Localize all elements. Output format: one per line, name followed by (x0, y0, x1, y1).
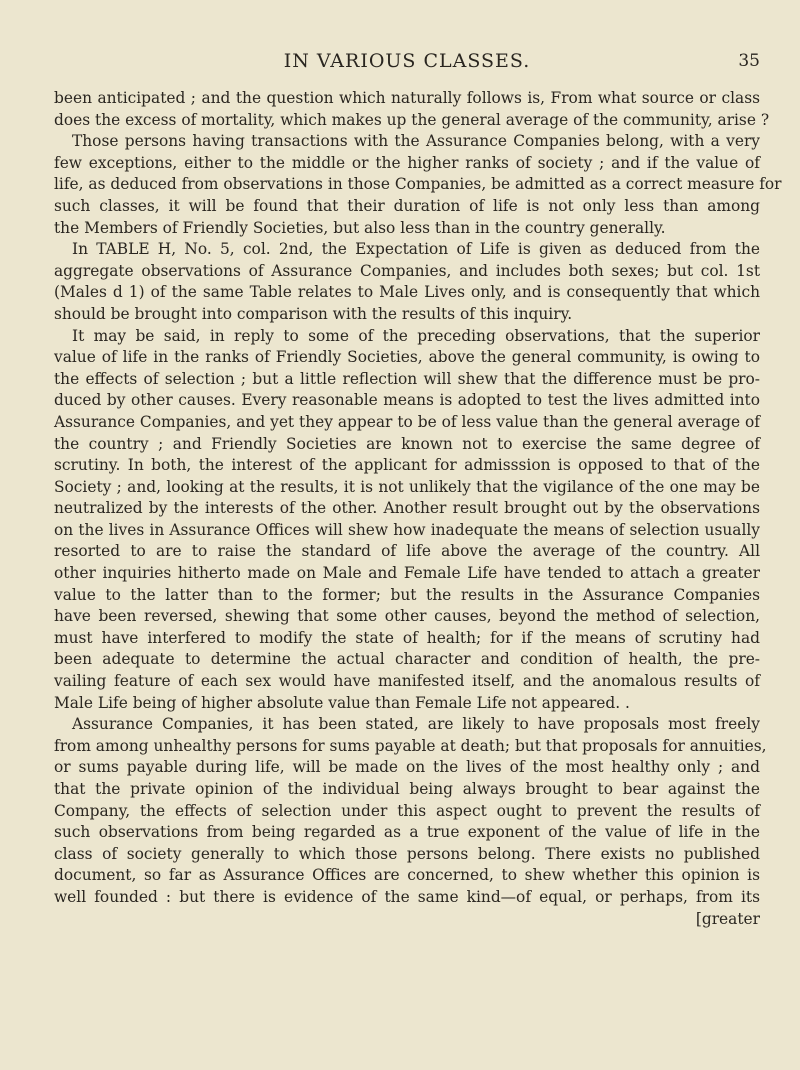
text-line: Assurance Companies, it has been stated, are likely to have proposals most freely (72, 715, 760, 734)
text-line: must have interfered to modify the state of health; for if the means of scrutiny had (54, 628, 760, 647)
text-line: been anticipated ; and the question which naturally follows is, From what source or class (54, 89, 760, 107)
text-line: or sums payable during life, will be made on the lives of the most healthy only ; and (54, 758, 760, 777)
text-line: vailing feature of each sex would have manifested itself, and the anomalous results of (54, 672, 760, 691)
text-line: such classes, it will be found that their duration of life is not only less than among (54, 196, 760, 215)
text-line: does the excess of mortality, which makes up the general average of the community, arise ? (54, 110, 770, 129)
text-line: Company, the effects of selection under this aspect ought to prevent the results of (54, 801, 760, 820)
text-line: Society ; and, looking at the results, it is not unlikely that the vigilance of the one may be (54, 477, 760, 496)
text-line: on the lives in Assurance Offices will shew how inadequate the means of selection usually (54, 520, 760, 539)
text-line: Male Life being of higher absolute value than Female Life not appeared. . (54, 693, 630, 712)
text-line: that the private opinion of the individual being always brought to bear against the (54, 780, 760, 798)
text-line: document, so far as Assurance Offices are concerned, to shew whether this opinion is (54, 866, 760, 885)
page-number: 35 (738, 51, 760, 71)
text-line: It may be said, in reply to some of the preceding observations, that the superior (72, 326, 760, 345)
text-line: have been reversed, shewing that some other causes, beyond the method of selection, (54, 607, 760, 626)
text-line: such observations from being regarded as a true exponent of the value of life in the (54, 823, 760, 842)
text-line: resorted to are to raise the standard of life above the average of the country. All (54, 542, 760, 561)
text-line: aggregate observations of Assurance Companies, and includes both sexes; but col. 1st (54, 261, 760, 280)
text-line: been adequate to determine the actual character and condition of health, the pre- (54, 650, 760, 669)
text-line: from among unhealthy persons for sums payable at death; but that proposals for annuities, (54, 736, 767, 755)
text-line: the effects of selection ; but a little reflection will shew that the difference must be pro- (54, 369, 760, 388)
text-line: neutralized by the interests of the other. Another result brought out by the observations (54, 499, 760, 518)
text-line: Assurance Companies, and yet they appear to be of less value than the general average of (54, 412, 760, 431)
running-title: IN VARIOUS CLASSES. (283, 50, 531, 72)
text-line: the Members of Friendly Societies, but also less than in the country generally. (54, 218, 666, 237)
text-line: Those persons having transactions with the Assurance Companies belong, with a very (72, 132, 760, 151)
text-line: should be brought into comparison with the results of this inquiry. (54, 304, 573, 323)
text-line: few exceptions, either to the middle or the higher ranks of society ; and if the value of (54, 153, 760, 172)
text-line: value of life in the ranks of Friendly Societies, above the general community, is owing to (54, 348, 760, 367)
text-line: other inquiries hitherto made on Male and Female Life have tended to attach a greater (54, 564, 760, 583)
text-line: class of society generally to which those persons belong. There exists no published (54, 844, 760, 863)
text-line: scrutiny. In both, the interest of the applicant for admisssion is opposed to that of the (54, 456, 760, 475)
text-line: well founded : but there is evidence of the same kind—of equal, or perhaps, from its (54, 887, 760, 906)
text-line: (Males d 1) of the same Table relates to Male Lives only, and is consequently that which (54, 283, 760, 302)
text-line: duced by other causes. Every reasonable means is adopted to test the lives admitted into (54, 391, 760, 410)
text-line: life, as deduced from observations in those Companies, be admitted as a correct measure for (54, 175, 782, 194)
body-text (54, 88, 782, 930)
catchword: [greater (695, 909, 760, 928)
text-line: value to the latter than to the former; but the results in the Assurance Companies (54, 585, 760, 604)
text-line: In TABLE H, No. 5, col. 2nd, the Expectation of Life is given as deduced from the (72, 240, 760, 259)
page-header (54, 50, 760, 80)
text-line: the country ; and Friendly Societies are known not to exercise the same degree of (54, 434, 760, 453)
